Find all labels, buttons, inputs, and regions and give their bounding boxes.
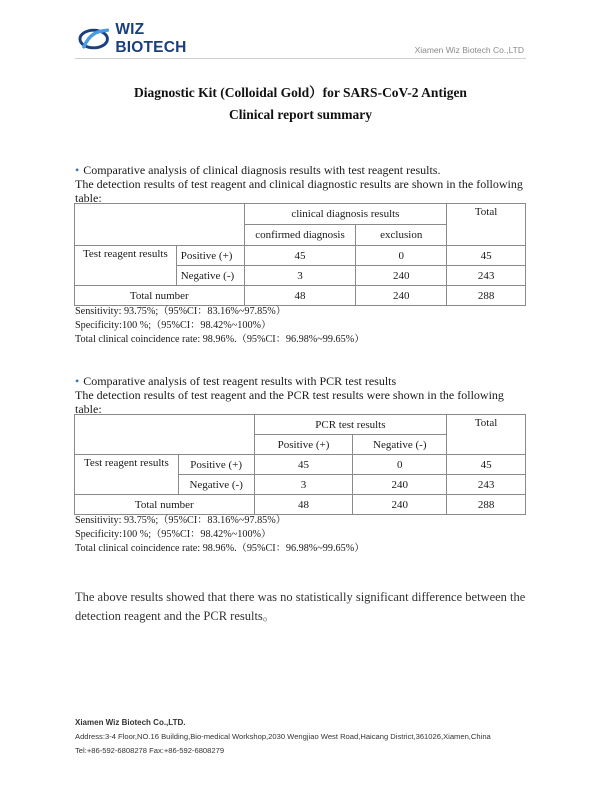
table-row xyxy=(75,455,526,475)
conclusion-text: The above results showed that there was no statistically significant difference between the detection reagent and the PCR results。 xyxy=(75,590,526,623)
table-row xyxy=(75,246,526,266)
table-cell: 288 xyxy=(447,286,526,306)
bullet-dot-icon: • xyxy=(75,374,80,388)
table-cell: 3 xyxy=(244,266,356,286)
specificity-text: Specificity:100 %;（95%CI：98.42%~100%） xyxy=(75,529,272,540)
table-row-label: Positive (+) xyxy=(178,455,254,475)
coincidence-rate-text: Total clinical coincidence rate: 98.96%.（95%CI：96.98%~99.65%） xyxy=(75,334,365,345)
table-cell: 0 xyxy=(353,455,447,475)
table-cell: 243 xyxy=(447,475,526,495)
table-cell: 48 xyxy=(254,495,353,515)
document-subtitle: Clinical report summary xyxy=(229,107,372,122)
table-row-label: Negative (-) xyxy=(176,266,244,286)
table-cell: 240 xyxy=(353,495,447,515)
coincidence-rate-text: Total clinical coincidence rate: 98.96%.（95%CI：96.98%~99.65%） xyxy=(75,543,365,554)
table-cell: 45 xyxy=(244,246,356,266)
table-empty-corner xyxy=(75,204,245,246)
wiz-swoosh-logo-icon xyxy=(78,27,111,51)
table-total-row xyxy=(75,286,526,306)
logo-text: WIZ BIOTECH xyxy=(115,21,187,56)
table-group-header: PCR test results xyxy=(254,415,447,435)
section2-heading-text: Comparative analysis of test reagent results with PCR test results xyxy=(83,374,397,388)
table-total-label: Total number xyxy=(75,495,255,515)
table-cell: 243 xyxy=(447,266,526,286)
bullet-dot-icon: • xyxy=(75,163,80,177)
company-logo xyxy=(78,21,218,56)
table-row-group-label: Test reagent results xyxy=(75,455,179,495)
header-divider xyxy=(75,58,526,59)
pcr-comparison-table xyxy=(74,414,526,515)
footer-company-name: Xiamen Wiz Biotech Co.,LTD. xyxy=(75,718,186,727)
table-total-header: Total xyxy=(447,204,526,246)
sensitivity-text: Sensitivity: 93.75%;（95%CI：83.16%~97.85%） xyxy=(75,306,286,317)
table-group-header: clinical diagnosis results xyxy=(244,204,447,225)
table-empty-corner xyxy=(75,415,255,455)
table-cell: 3 xyxy=(254,475,353,495)
table-column-header: Positive (+) xyxy=(254,435,353,455)
table-cell: 240 xyxy=(353,475,447,495)
table-total-label: Total number xyxy=(75,286,245,306)
footer-address: Address:3-4 Floor,NO.16 Building,Bio-medical Workshop,2030 Wengjiao West Road,Haicang District,361026,Xiamen,China xyxy=(75,732,491,741)
table-cell: 0 xyxy=(356,246,447,266)
table-cell: 45 xyxy=(447,246,526,266)
table-total-row xyxy=(75,495,526,515)
section1-heading xyxy=(75,163,535,177)
table-cell: 45 xyxy=(254,455,353,475)
table-row-label: Negative (-) xyxy=(178,475,254,495)
table-column-header: Negative (-) xyxy=(353,435,447,455)
table-total-header: Total xyxy=(447,415,526,455)
section1-intro: The detection results of test reagent and clinical diagnostic results are shown in the following table: xyxy=(75,177,523,205)
table-cell: 288 xyxy=(447,495,526,515)
footer-contact: Tel:+86-592-6808278 Fax:+86-592-6808279 xyxy=(75,746,225,755)
table-cell: 45 xyxy=(447,455,526,475)
table-row-group-label: Test reagent results xyxy=(75,246,177,286)
document-title: Diagnostic Kit (Colloidal Gold）for SARS-CoV-2 Antigen xyxy=(134,85,467,100)
table-cell: 240 xyxy=(356,286,447,306)
table-column-header: confirmed diagnosis xyxy=(244,225,356,246)
table-cell: 240 xyxy=(356,266,447,286)
table-column-header: exclusion xyxy=(356,225,447,246)
sensitivity-text: Sensitivity: 93.75%;（95%CI：83.16%~97.85%） xyxy=(75,515,286,526)
section1-heading-text: Comparative analysis of clinical diagnosis results with test reagent results. xyxy=(83,163,441,177)
section2-heading xyxy=(75,374,535,388)
table-cell: 48 xyxy=(244,286,356,306)
table-row-label: Positive (+) xyxy=(176,246,244,266)
section2-intro: The detection results of test reagent and the PCR test results were shown in the following table: xyxy=(75,388,504,416)
clinical-diagnosis-table xyxy=(74,203,526,306)
specificity-text: Specificity:100 %;（95%CI：98.42%~100%） xyxy=(75,320,272,331)
header-company-name: Xiamen Wiz Biotech Co.,LTD xyxy=(414,45,524,55)
